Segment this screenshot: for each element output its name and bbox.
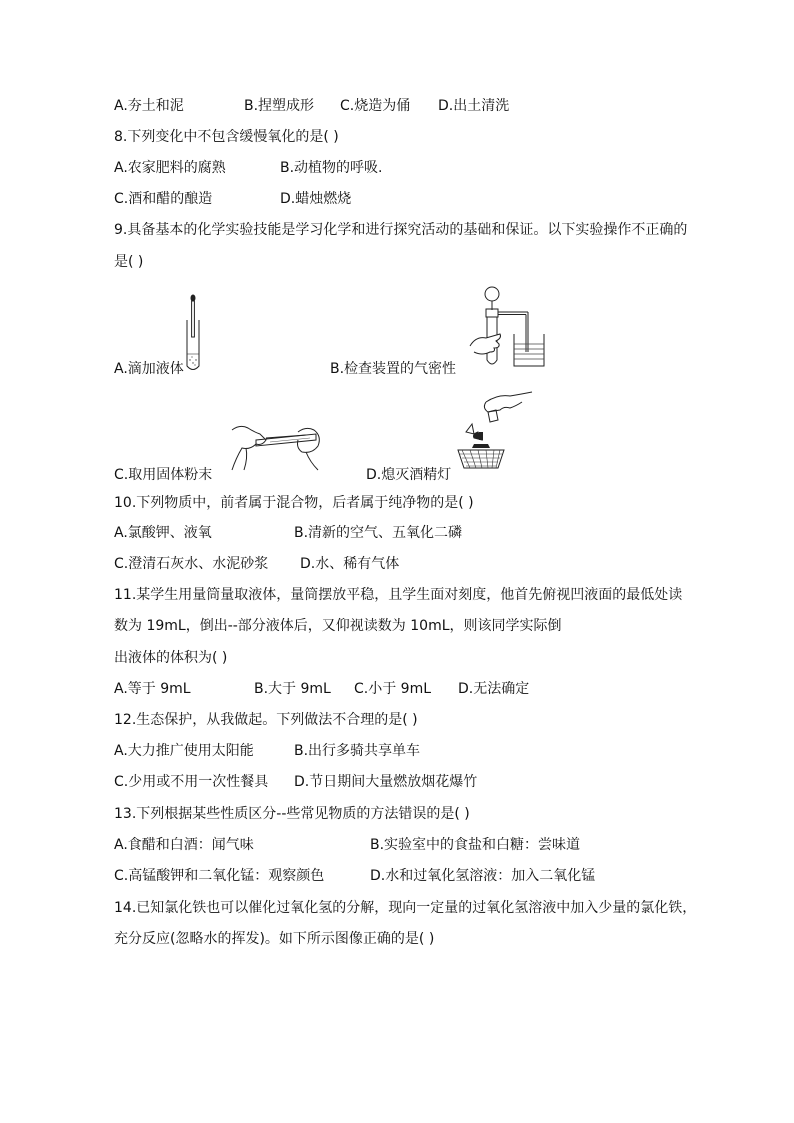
q11-stem-line3: 出液体的体积为( ) (114, 650, 228, 666)
q7-option-c: C.烧造为俑 (340, 98, 411, 114)
q9-stem-line2: 是( ) (114, 254, 144, 270)
q10-option-a: A.氯酸钾、液氧 (114, 525, 212, 541)
q8-option-a: A.农家肥料的腐熟 (114, 160, 226, 176)
powder-spoon-icon (226, 418, 324, 476)
q10-option-b: B.清新的空气、五氧化二磷 (294, 525, 463, 541)
q8-option-c: C.酒和醋的酿造 (114, 191, 213, 207)
q8-option-d: D.蜡烛燃烧 (280, 191, 352, 207)
q12-option-c: C.少用或不用一次性餐具 (114, 774, 269, 790)
q14-stem-line1: 14.已知氯化铁也可以催化过氧化氢的分解，现向一定量的过氧化氢溶液中加入少量的氯化铁， (114, 900, 697, 916)
q9-option-a: A.滴加液体 (114, 361, 184, 377)
q8-stem: 8.下列变化中不包含缓慢氧化的是( ) (114, 129, 339, 145)
q9-stem-line1: 9.具备基本的化学实验技能是学习化学和进行探究活动的基础和保证。以下实验操作不正确的 (114, 222, 688, 238)
q7-option-a: A.夯土和泥 (114, 98, 184, 114)
q12-option-a: A.大力推广使用太阳能 (114, 743, 254, 759)
q13-option-c: C.高锰酸钾和二氧化锰：观察颜色 (114, 868, 325, 884)
q11-option-b: B.大于 9mL (254, 681, 331, 697)
q13-option-a: A.食醋和白酒：闻气味 (114, 837, 254, 853)
q11-stem-line2: 数为 19mL，倒出--部分液体后，又仰视读数为 10mL，则该同学实际倒 (114, 618, 562, 634)
q7-option-b: B.捏塑成形 (244, 98, 315, 114)
q10-stem: 10.下列物质中，前者属于混合物，后者属于纯净物的是( ) (114, 495, 474, 511)
airtightness-apparatus-icon (466, 286, 548, 372)
q12-option-d: D.节日期间大量燃放烟花爆竹 (294, 774, 478, 790)
q8-option-b: B.动植物的呼吸. (280, 160, 383, 176)
q9-option-b: B.检查装置的气密性 (330, 361, 457, 377)
q7-option-d: D.出土清洗 (438, 98, 510, 114)
dropper-testtube-icon (183, 294, 205, 374)
q9-option-d: D.熄灭酒精灯 (366, 467, 452, 483)
q13-stem: 13.下列根据某些性质区分--些常见物质的方法错误的是( ) (114, 806, 470, 822)
q10-option-c: C.澄清石灰水、水泥砂浆 (114, 556, 269, 572)
q13-option-b: B.实验室中的食盐和白糖：尝味道 (370, 837, 581, 853)
q12-stem: 12.生态保护，从我做起。下列做法不合理的是( ) (114, 712, 418, 728)
q9-option-c: C.取用固体粉末 (114, 467, 213, 483)
q11-option-d: D.无法确定 (458, 681, 530, 697)
q13-option-d: D.水和过氧化氢溶液：加入二氧化锰 (370, 868, 596, 884)
q11-option-c: C.小于 9mL (354, 681, 432, 697)
q11-stem-line1: 11.某学生用量筒量取液体，量筒摆放平稳，且学生面对刻度，他首先俯视凹液面的最低处读 (114, 587, 683, 603)
q12-option-b: B.出行多骑共享单车 (294, 743, 421, 759)
alcohol-lamp-cap-icon (452, 388, 536, 478)
q10-option-d: D.水、稀有气体 (300, 556, 400, 572)
q11-option-a: A.等于 9mL (114, 681, 191, 697)
q14-stem-line2: 充分反应(忽略水的挥发)。如下所示图像正确的是( ) (114, 931, 435, 947)
